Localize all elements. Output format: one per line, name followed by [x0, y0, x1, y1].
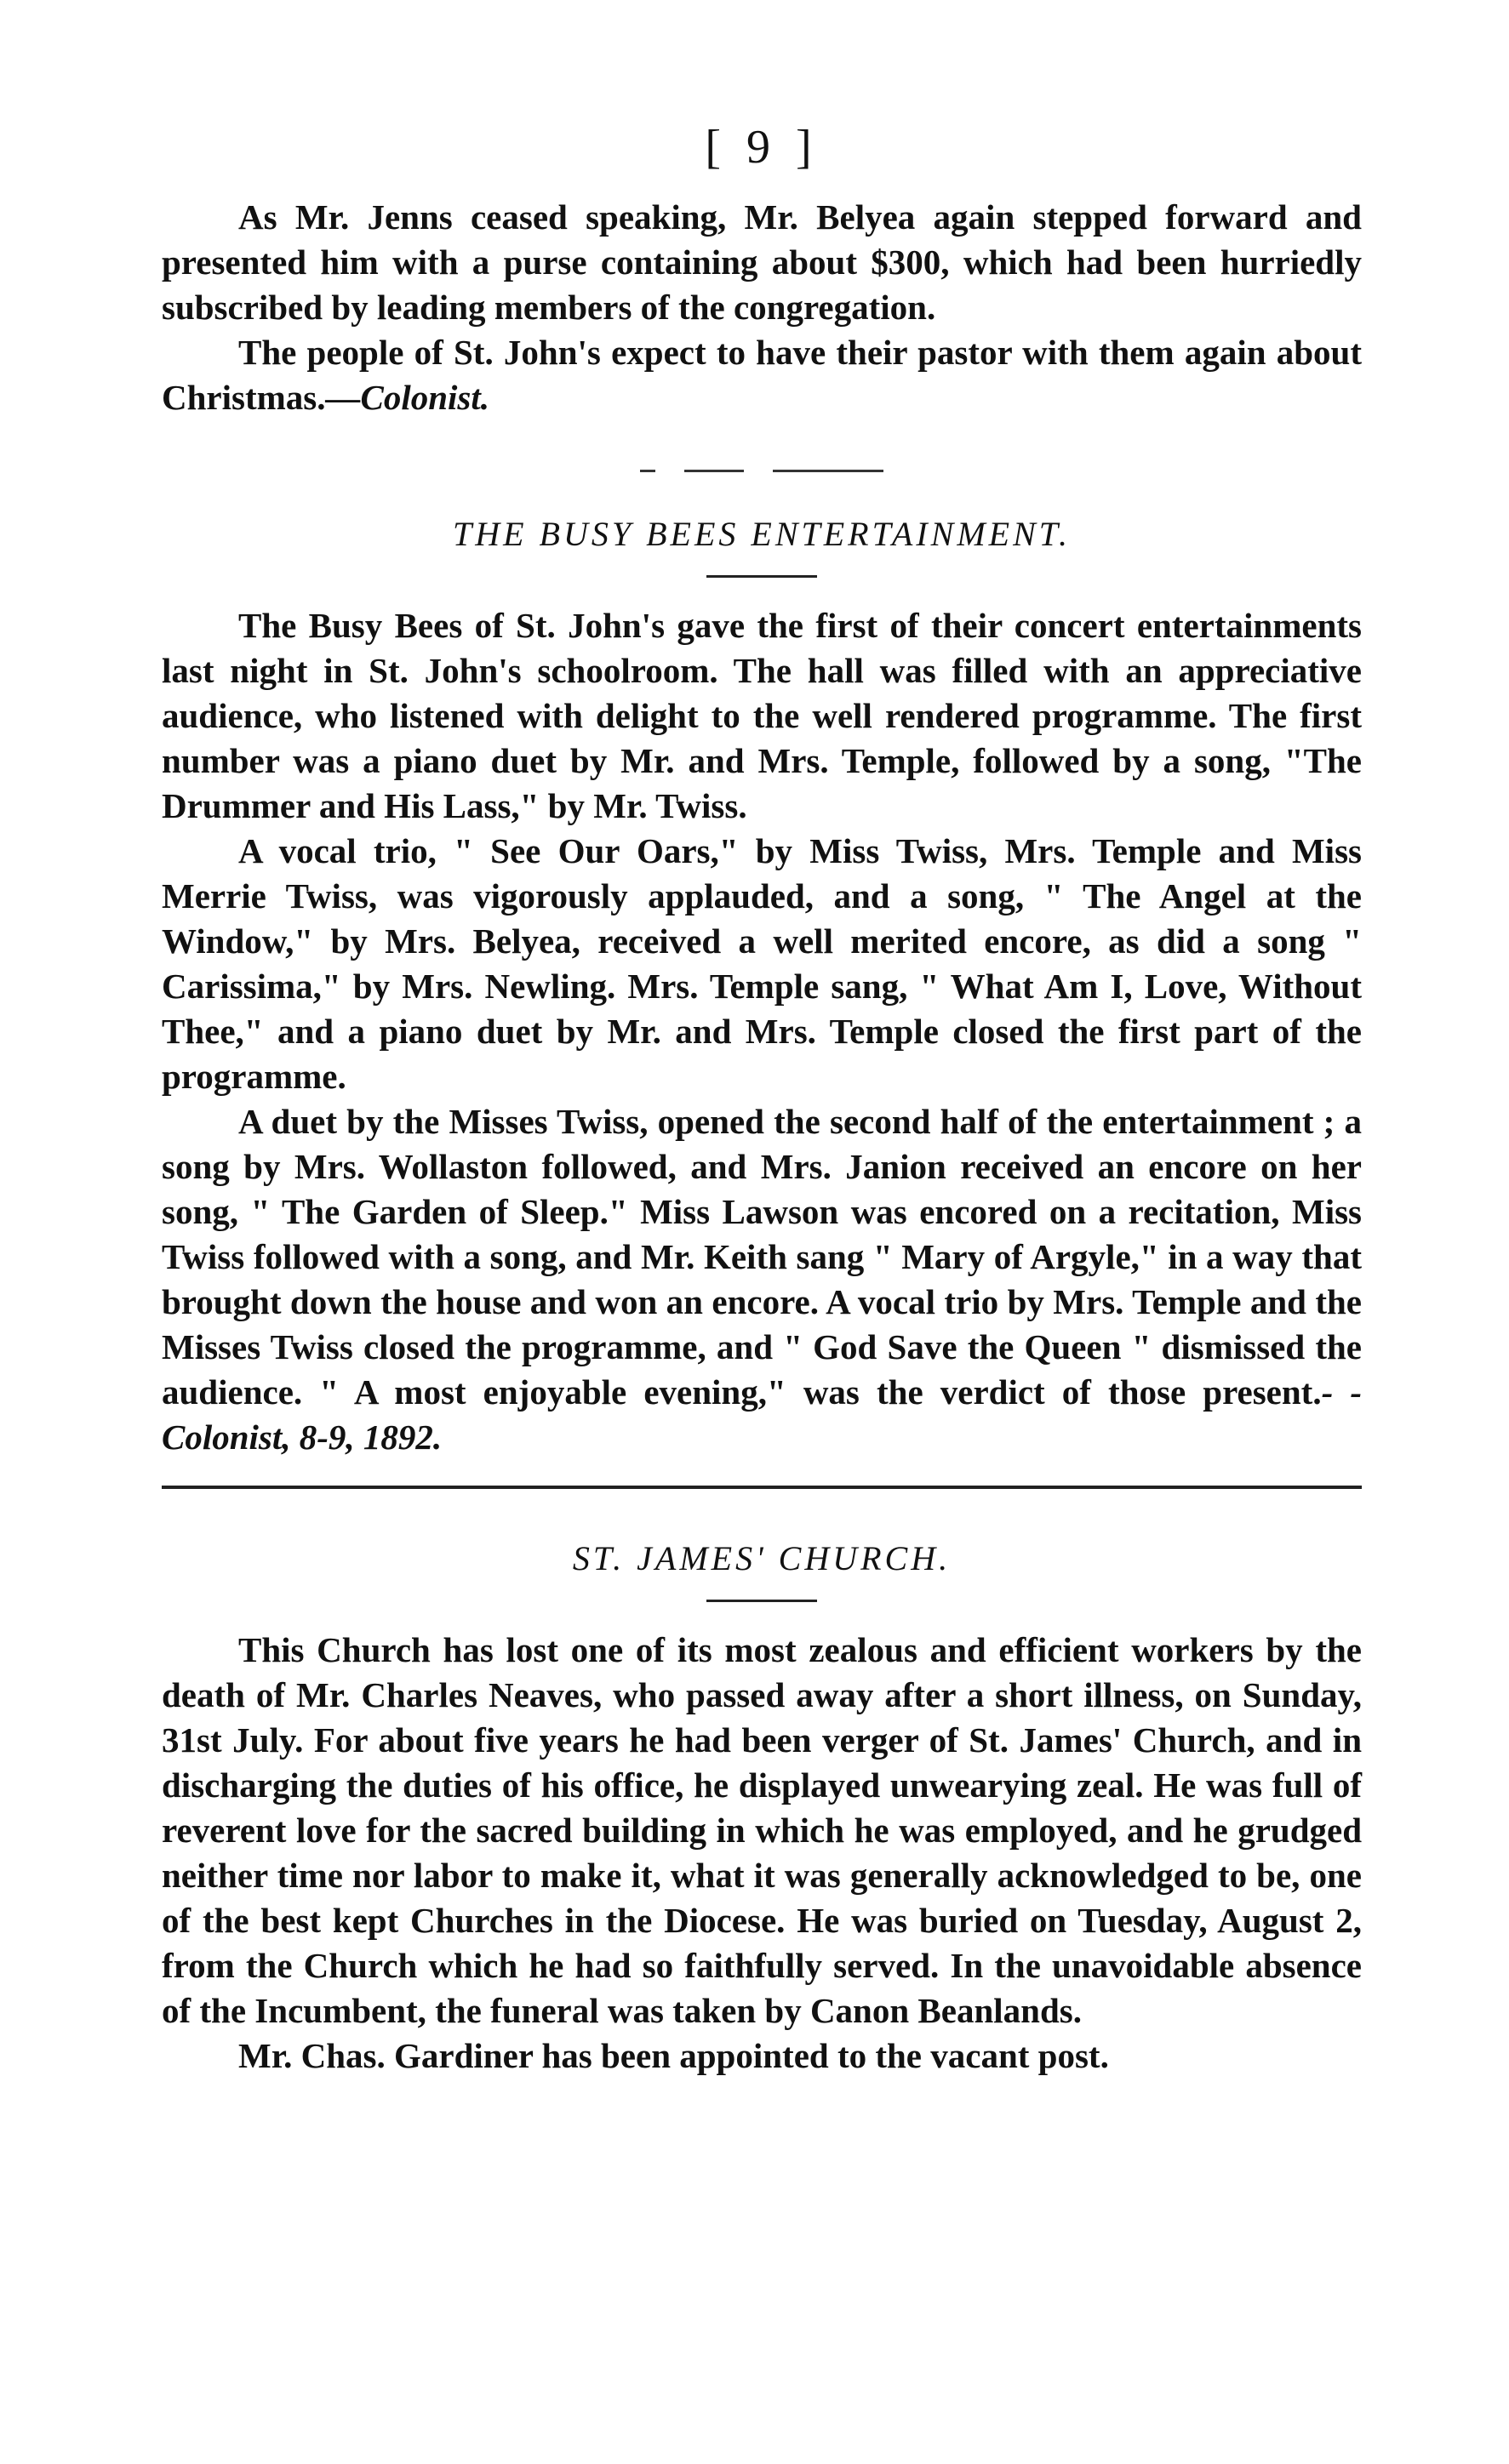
- title-underline: [706, 1600, 817, 1602]
- busy-bees-paragraph-1: The Busy Bees of St. John's gave the first of their concert entertainments last night in St. John's schoolroom. The hall was filled with an appreciative audience, who listened with delight to the well rendered programme. The first number was a piano duet by Mr. and Mrs. Temple, followed by a song, "The Drummer and His Lass," by Mr. Twiss.: [162, 606, 1362, 825]
- section-separator: [162, 468, 1362, 473]
- st-james-paragraph-1: This Church has lost one of its most zealous and efficient workers by the death of Mr. Charles Neaves, who passed away after a short illness, on Sunday, 31st July. For about five years he had been verger of St. James' Church, and in discharging the duties of his office, he displayed unwearying zeal. He was full of reverent love for the sacred building in which he was employed, and he grudged neither time nor labor to make it, what it was generally acknowledged to be, one of the best kept Churches in the Diocese. He was buried on Tuesday, August 2, from the Church which he had so faithfully served. In the unavoidable absence of the Incumbent, the funeral was taken by Canon Beanlands.: [162, 1630, 1362, 2030]
- page-number: [ 9 ]: [705, 121, 819, 174]
- st-james-section: [162, 1537, 1362, 2079]
- busy-bees-credit: - -Colonist, 8-9, 1892.: [162, 1372, 1363, 1457]
- st-james-title: ST. JAMES' CHURCH.: [572, 1539, 952, 1577]
- busy-bees-title: THE BUSY BEES ENTERTAINMENT.: [452, 515, 1072, 553]
- busy-bees-paragraph-2: A vocal trio, " See Our Oars," by Miss Twiss, Mrs. Temple and Miss Merrie Twiss, was vigorously applauded, and a song, " The Angel at the Window," by Mrs. Belyea, received a well merited encore, as did a song " Carissima," by Mrs. Newling. Mrs. Temple sang, " What Am I, Love, Without Thee," and a piano duet by Mr. and Mrs. Temple closed the first part of the programme.: [162, 831, 1362, 1096]
- busy-bees-paragraph-3-text: A duet by the Misses Twiss, opened the second half of the entertainment ; a song by Mrs. Wollaston followed, and Mrs. Janion received an encore on her song, " The Garden of Sleep." Miss Lawson was encored on a recitation, Miss Twiss followed with a song, and Mr. Keith sang " Mary of Argyle," in a way that brought down the house and won an encore. A vocal trio by Mrs. Temple and the Misses Twiss closed the programme, and " God Save the Queen " dismissed the audience. " A most enjoyable evening," was the verdict of those present.: [162, 1102, 1362, 1412]
- busy-bees-section: [162, 512, 1362, 1460]
- document-page: [162, 123, 1362, 2079]
- intro-credit: —Colonist.: [325, 378, 489, 417]
- intro-paragraph-2-text: The people of St. John's expect to have their pastor with them again about Christmas.: [162, 333, 1362, 417]
- intro-paragraph-2: [162, 330, 1362, 420]
- intro-section: [162, 195, 1362, 420]
- busy-bees-paragraph-3: [162, 1099, 1362, 1460]
- st-james-paragraph-2: Mr. Chas. Gardiner has been appointed to the vacant post.: [238, 2036, 1109, 2075]
- intro-paragraph-1: As Mr. Jenns ceased speaking, Mr. Belyea again stepped forward and presented him with a purse containing about $300, which had been hurriedly subscribed by leading members of the congregation.: [162, 197, 1362, 327]
- title-underline: [706, 575, 817, 578]
- section-divider: [162, 1486, 1362, 1489]
